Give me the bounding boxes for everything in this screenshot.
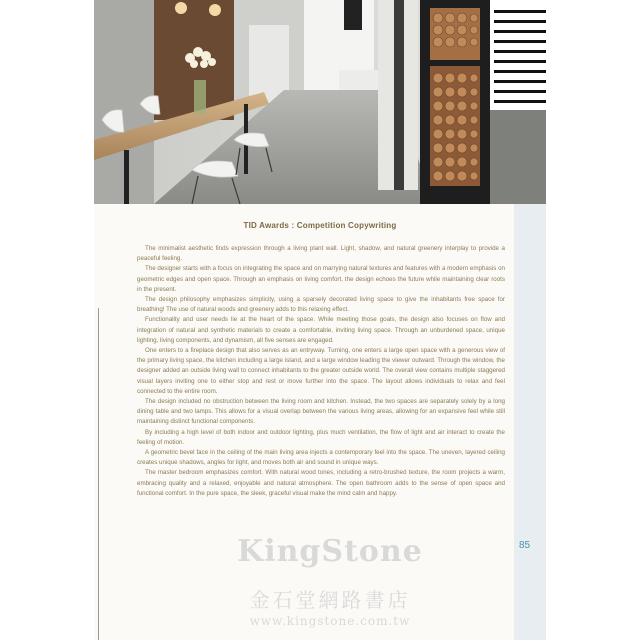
paragraph: The design included no obstruction between the living room and kitchen. Instead, the two spaces are separately solely by a long dining table and two lamps. This allows for a visual overlap between the various living areas, allowing for an expansive feel while still maintaining distinct functional components. [137, 398, 505, 426]
paragraph: The design philosophy emphasizes simplicity, using a sparsely decorated living space to give the inhabitants free space for breathing! The use of natural woods and greenery adds to this relaxing effect. [137, 296, 505, 314]
paragraph: The designer starts with a focus on integrating the space and on marrying natural textures and features with a modern emphasis on geometric edges and open space. Through an emphasis on living comfort, the design echoes the future while maintaining clear roots in the present. [137, 265, 505, 293]
paragraph: One enters to a fireplace design that also serves as an entryway. Turning, one enters a large open space with a generous view of the primary living space, the kitchen including a large island, and a large window leading the viewer outward. Through the window, the designer added an outside living wall to connect inhabitants to the greater outside world. The overall view contains multiple staggered visual layers inviting one to either stop and rest or move further into the space. The layout allows individuals to relax and feel connected to the entire room. [137, 347, 505, 395]
paragraph: The master bedroom emphasizes comfort. With natural wood tones, including a retro-brushed texture, the room projects a warm, embracing quality and a relaxed, enjoyable and natural atmosphere. The open bathroom adds to the sense of open space and functional comfort. In the pure space, the sleek, graceful visual make the mind calm and happy. [137, 469, 505, 497]
left-margin-rule [98, 308, 99, 640]
watermark-url: www.kingstone.com.tw [249, 614, 411, 628]
interior-photo [94, 0, 546, 204]
body-text [137, 244, 505, 499]
paragraph: Functionality and user needs lie at the heart of the space. While meeting those goals, the design also focuses on flow and integration of natural and synthetic materials to create a comfortable, inviting living space. Through an unburdened space, unique lighting, living components, and dynamism, all five senses are engaged. [137, 316, 505, 344]
page-side-strip [514, 204, 546, 640]
paragraph: A geometric bevel face in the ceiling of the main living area injects a contemporary feel into the space. The uneven, layered ceiling creates unique shadows, angles for light, and moves both air and sound in unique ways. [137, 449, 505, 467]
paragraph: By including a high level of both indoor and outdoor lighting, plus much ventilation, the flow of light and air interact to create the feeling of motion. [137, 428, 505, 446]
watermark-cjk: 金石堂網路書店 [249, 588, 411, 612]
page-number: 85 [519, 540, 531, 551]
paragraph: The minimalist aesthetic finds expression through a living plant wall. Light, shadow, and natural greenery interplay to provide a peaceful feeling. [137, 245, 505, 263]
section-title: TID Awards : Competition Copywriting [243, 221, 397, 230]
watermark-brand: KingStone [237, 534, 423, 569]
